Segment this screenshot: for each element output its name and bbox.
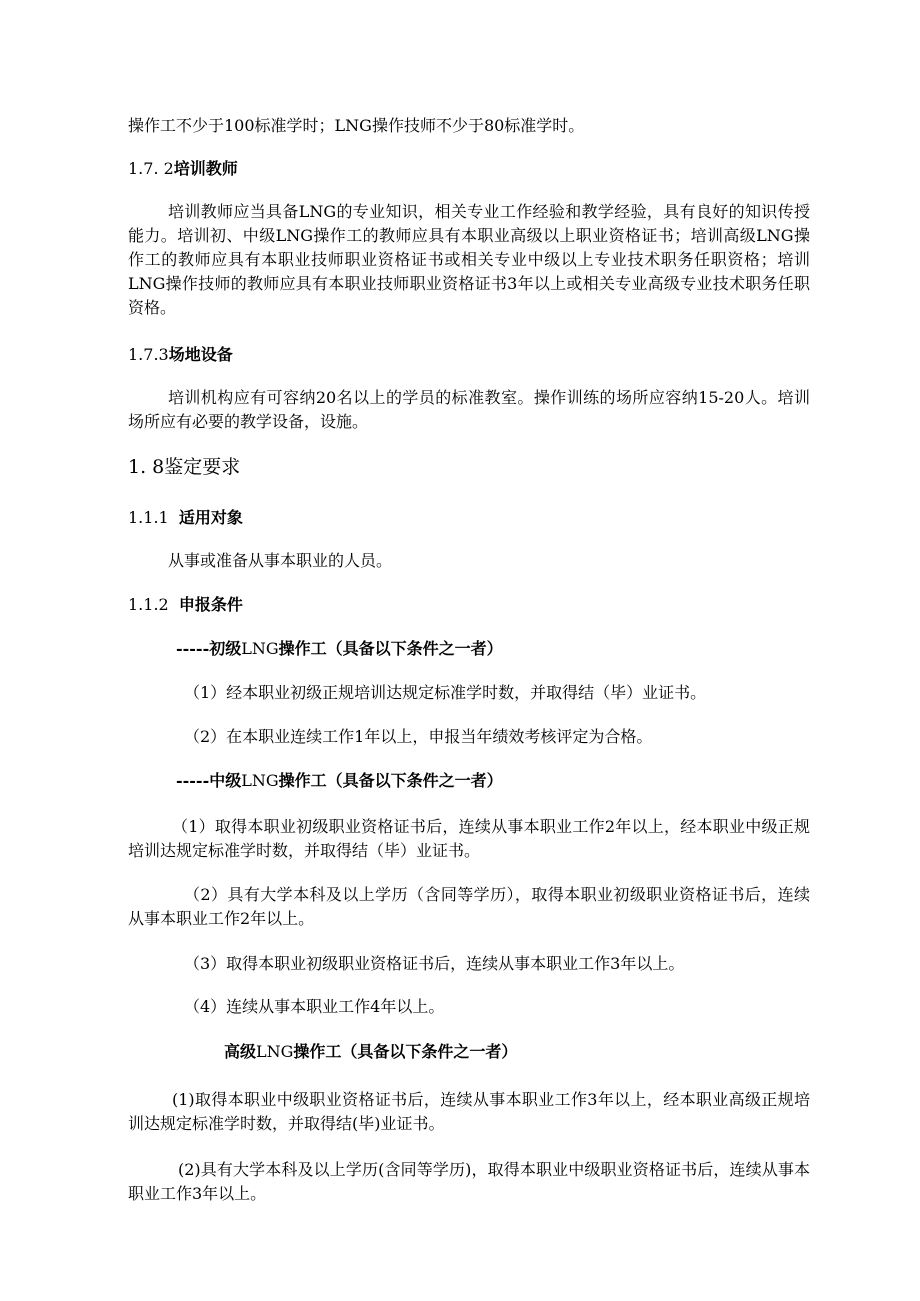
intermediate-item-3: （3）取得本职业初级职业资格证书后，连续从事本职业工作3年以上。 — [184, 954, 685, 973]
subheading-rest: 操作工（具备以下条件之一者） — [293, 1042, 518, 1061]
paragraph-teachers: 培训教师应当具备LNG的专业知识，相关专业工作经验和教学经验，具有良好的知识传授能力。培训初、中级LNG操作工的教师应具有本职业高级以上职业资格证书；培训高级LNG操作工的教师应具有本职业技师职业资格证书或相关专业中级以上专业技术职务任职资格；培训LNG操作技师的教师应具有本职业技师职业资格证书3年以上或相关专业高级专业技术职务任职资格。 — [128, 202, 810, 317]
subheading-prefix: -----初级 — [176, 639, 242, 658]
subheading-prefix: 高级 — [224, 1042, 257, 1061]
subheading-lng: LNG — [241, 771, 279, 790]
subheading-lng: LNG — [241, 639, 279, 658]
heading-1-1-1 — [128, 506, 810, 530]
intermediate-item-4: （4）连续从事本职业工作4年以上。 — [184, 997, 445, 1016]
heading-1-7-3 — [128, 343, 810, 367]
heading-number: 1.7. 2 — [128, 159, 174, 178]
heading-1-8: 1. 8鉴定要求 — [128, 456, 241, 478]
subheading-rest: 操作工（具备以下条件之一者） — [278, 639, 503, 658]
subheading-senior — [128, 1040, 810, 1064]
heading-number: 1.7.3 — [128, 345, 169, 364]
heading-title: 场地设备 — [168, 345, 233, 364]
heading-number: 1.1.2 — [128, 595, 169, 614]
paragraph-target: 从事或准备从事本职业的人员。 — [168, 551, 393, 570]
heading-1-1-2 — [128, 593, 810, 617]
senior-item-2: (2)具有大学本科及以上学历(含同等学历)，取得本职业中级职业资格证书后，连续从事本职业工作3年以上。 — [128, 1160, 810, 1203]
line-training-hours: 操作工不少于100标准学时；LNG操作技师不少于80标准学时。 — [128, 116, 585, 135]
senior-item-1: (1)取得本职业中级职业资格证书后，连续从事本职业工作3年以上，经本职业高级正规培训达规定标准学时数，并取得结(毕)业证书。 — [128, 1090, 810, 1133]
subheading-prefix: -----中级 — [176, 771, 242, 790]
intermediate-item-1: （1）取得本职业初级职业资格证书后，连续从事本职业工作2年以上，经本职业中级正规培训达规定标准学时数，并取得结（毕）业证书。 — [128, 817, 810, 860]
heading-number: 1.1.1 — [128, 508, 169, 527]
heading-title: 申报条件 — [178, 595, 243, 614]
junior-item-2: （2）在本职业连续工作1年以上，申报当年绩效考核评定为合格。 — [184, 727, 653, 746]
heading-title: 适用对象 — [178, 508, 243, 527]
subheading-rest: 操作工（具备以下条件之一者） — [278, 771, 503, 790]
subheading-junior — [128, 637, 810, 661]
junior-item-1: （1）经本职业初级正规培训达规定标准学时数，并取得结（毕）业证书。 — [184, 683, 707, 702]
subheading-intermediate — [128, 769, 810, 793]
intermediate-item-2: （2）具有大学本科及以上学历（含同等学历），取得本职业初级职业资格证书后，连续从事本职业工作2年以上。 — [128, 885, 810, 928]
paragraph-site: 培训机构应有可容纳20名以上的学员的标准教室。操作训练的场所应容纳15-20人。培训场所应有必要的教学设备，设施。 — [128, 388, 810, 431]
heading-1-7-2 — [128, 157, 810, 181]
subheading-lng: LNG — [256, 1042, 294, 1061]
heading-title: 培训教师 — [173, 159, 238, 178]
